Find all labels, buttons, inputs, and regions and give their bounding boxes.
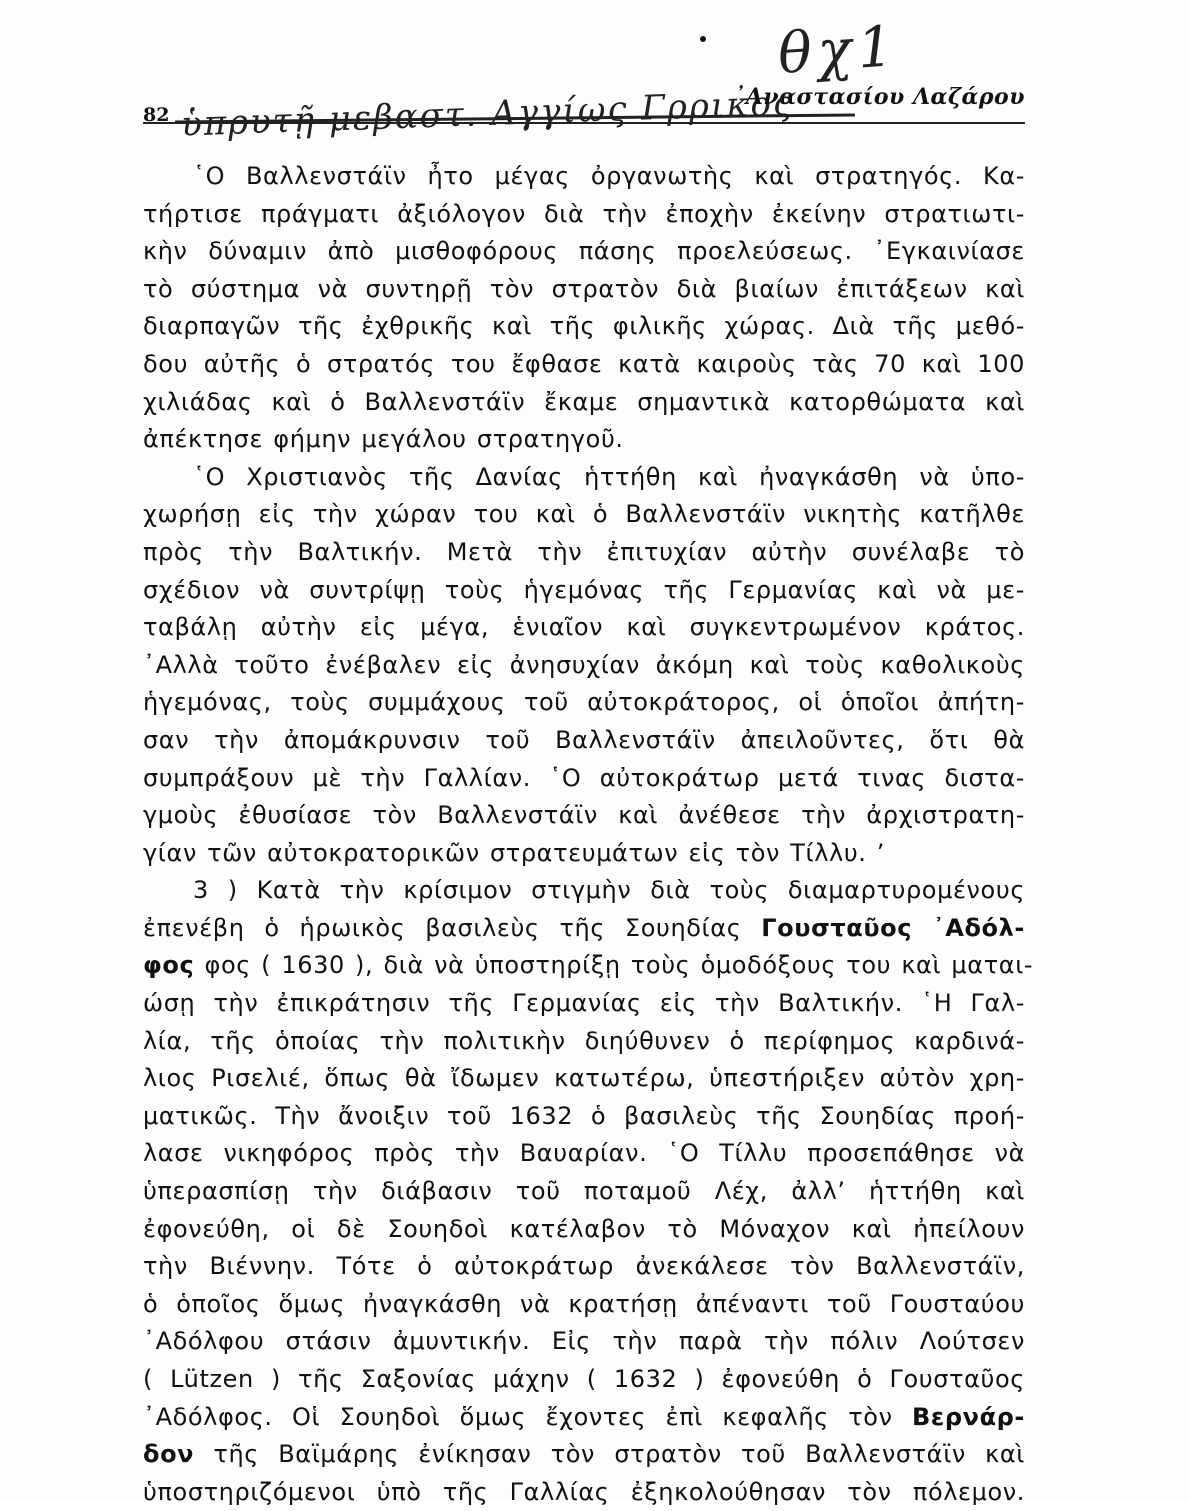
- text-segment: ἐπενέβη ὁ ἡρωικὸς βασιλεὺς τῆς Σουηδίας: [143, 913, 742, 942]
- text-line: γίαν τῶν αὐτοκρατορικῶν στρατευμάτων εἰς τὸν Τίλλυ. ’: [143, 838, 885, 867]
- text-line: λασε νικηφόρος πρὸς τὴν Βαυαρίαν. ῾Ο Τίλλυ προσεπάθησε νὰ: [143, 1139, 1025, 1168]
- text-line: λία, τῆς ὁποίας τὴν πολιτικὴν διηύθυνεν ὁ περίφημος καρδινά-: [143, 1026, 1025, 1055]
- header-rule: [143, 122, 1025, 124]
- text-line: [143, 947, 1034, 985]
- text-line: συμπράξουν μὲ τὴν Γαλλίαν. ῾Ο αὐτοκράτωρ μετά τινας διστα-: [143, 763, 1025, 792]
- page-header: [143, 83, 1025, 145]
- bold-name: Βερνάρ-: [911, 1402, 1025, 1431]
- text-line: χιλιάδας καὶ ὁ Βαλλενστάϊν ἔκαμε σημαντικὰ κατορθώματα καὶ: [143, 387, 1025, 416]
- text-line: λιος Ρισελιέ, ὅπως θὰ ἴδωμεν κατωτέρω, ὑπεστήριξεν αὐτὸν χρη-: [143, 1064, 1025, 1093]
- text-line: γμοὺς ἐθυσίασε τὸν Βαλλενστάϊν καὶ ἀνέθεσε τὴν ἀρχιστρατη-: [143, 801, 1025, 830]
- text-line: κὴν δύναμιν ἀπὸ μισθοφόρους πάσης προελεύσεως. ᾿Εγκαινίασε: [143, 237, 1025, 266]
- text-line: τὸ σύστημα νὰ συντηρῇ τὸν στρατὸν διὰ βιαίων ἐπιτάξεων καὶ: [143, 274, 1025, 303]
- text-line: ματικῶς. Τὴν ἄνοιξιν τοῦ 1632 ὁ βασιλεὺς τῆς Σουηδίας προή-: [143, 1101, 1025, 1130]
- text-line: διαρπαγῶν τῆς ἐχθρικῆς καὶ τῆς φιλικῆς χώρας. Διὰ τῆς μεθό-: [143, 312, 1025, 341]
- bold-name: δον: [143, 1440, 195, 1469]
- text-line: [143, 1436, 1025, 1474]
- text-line: ἀπέκτησε φήμην μεγάλου στρατηγοῦ.: [143, 425, 624, 454]
- text-line: ᾿Αδόλφου στάσιν ἀμυντικήν. Εἰς τὴν παρὰ τὴν πόλιν Λούτσεν: [143, 1327, 1025, 1356]
- handwritten-folio-mark: θχ1: [775, 13, 902, 88]
- bold-name: φος: [143, 951, 195, 980]
- bold-name: Γουσταῦος ᾿Αδόλ-: [761, 913, 1025, 942]
- text-line: [143, 910, 1025, 948]
- text-line: [143, 1399, 1025, 1437]
- text-line: ταβάλῃ αὐτὴν εἰς μέγα, ἑνιαῖον καὶ συγκεντρωμένον κράτος.: [143, 613, 1025, 642]
- text-segment: ᾿Αδόλφος. Οἱ Σουηδοὶ ὅμως ἔχοντες ἐπὶ κεφαλῆς τὸν: [143, 1402, 893, 1431]
- text-line: χωρήσῃ εἰς τὴν χώραν του καὶ ὁ Βαλλενστάϊν νικητὴς κατῆλθε: [143, 500, 1025, 529]
- handwritten-note: ὑπρυτῇ μεβαστ. Αγγίως Γρρικος: [180, 83, 795, 145]
- text-line: ὁ ὁποῖος ὅμως ἠναγκάσθη νὰ κρατήσῃ ἀπέναντι τοῦ Γουσταύου: [143, 1289, 1025, 1318]
- text-line: ῾Ο Χριστιανὸς τῆς Δανίας ἡττήθη καὶ ἠναγκάσθη νὰ ὑπο-: [193, 462, 1025, 491]
- text-line: σχέδιον νὰ συντρίψῃ τοὺς ἡγεμόνας τῆς Γερμανίας καὶ νὰ με-: [143, 575, 1025, 604]
- text-line: ( Lützen ) τῆς Σαξονίας μάχην ( 1632 ) ἐφονεύθη ὁ Γουσταῦος: [143, 1365, 1025, 1393]
- text-line: τήρτισε πράγματι ἀξιόλογον διὰ τὴν ἐποχὴν ἐκείνην στρατιωτι-: [143, 199, 1025, 228]
- text-line: ὑποστηριζόμενοι ὑπὸ τῆς Γαλλίας ἐξηκολούθησαν τὸν πόλεμον.: [143, 1477, 1025, 1506]
- text-line: σαν τὴν ἀπομάκρυνσιν τοῦ Βαλλενστάϊν ἀπειλοῦντες, ὅτι θὰ: [143, 725, 1025, 754]
- text-line: ᾿Αλλὰ τοῦτο ἐνέβαλεν εἰς ἀνησυχίαν ἀκόμη καὶ τοὺς καθολικοὺς: [143, 650, 1025, 679]
- text-segment: τῆς Βαϊμάρης ἐνίκησαν τὸν στρατὸν τοῦ Βαλλενστάϊν καὶ: [213, 1440, 1025, 1469]
- text-line: ώσῃ τὴν ἐπικράτησιν τῆς Γερμανίας εἰς τὴν Βαλτικήν. ῾Η Γαλ-: [143, 989, 1025, 1018]
- text-line: δου αὐτῆς ὁ στρατός του ἔφθασε κατὰ καιροὺς τὰς 70 καὶ 100: [143, 349, 1025, 378]
- text-line: ὑπερασπίσῃ τὴν διάβασιν τοῦ ποταμοῦ Λέχ, ἀλλ’ ἡττήθη καὶ: [143, 1177, 1025, 1206]
- text-line: πρὸς τὴν Βαλτικήν. Μετὰ τὴν ἐπιτυχίαν αὐτὴν συνέλαβε τὸ: [143, 537, 1025, 566]
- text-line: 3 ) Κατὰ τὴν κρίσιμον στιγμὴν διὰ τοὺς διαμαρτυρομένους: [193, 876, 1025, 905]
- ink-speck: [700, 36, 706, 42]
- text-line: ἐφονεύθη, οἱ δὲ Σουηδοὶ κατέλαβον τὸ Μόναχον καὶ ἠπείλουν: [143, 1214, 1025, 1243]
- text-line: ἡγεμόνας, τοὺς συμμάχους τοῦ αὐτοκράτορος, οἱ ὁποῖοι ἀπήτη-: [143, 688, 1025, 717]
- text-line: ῾Ο Βαλλενστάϊν ἦτο μέγας ὀργανωτὴς καὶ στρατηγός. Κα-: [193, 162, 1025, 190]
- text-line: τὴν Βιέννην. Τότε ὁ αὐτοκράτωρ ἀνεκάλεσε τὸν Βαλλενστάϊν,: [143, 1252, 1025, 1281]
- body-text: [143, 158, 1034, 1511]
- page-number: 82: [143, 104, 170, 126]
- running-head: ᾿Αναστασίου Λαζάρου: [734, 84, 1025, 110]
- text-segment: φος ( 1630 ), διὰ νὰ ὑποστηρίξῃ τοὺς ὁμοδόξους του καὶ μαται-: [204, 951, 1034, 980]
